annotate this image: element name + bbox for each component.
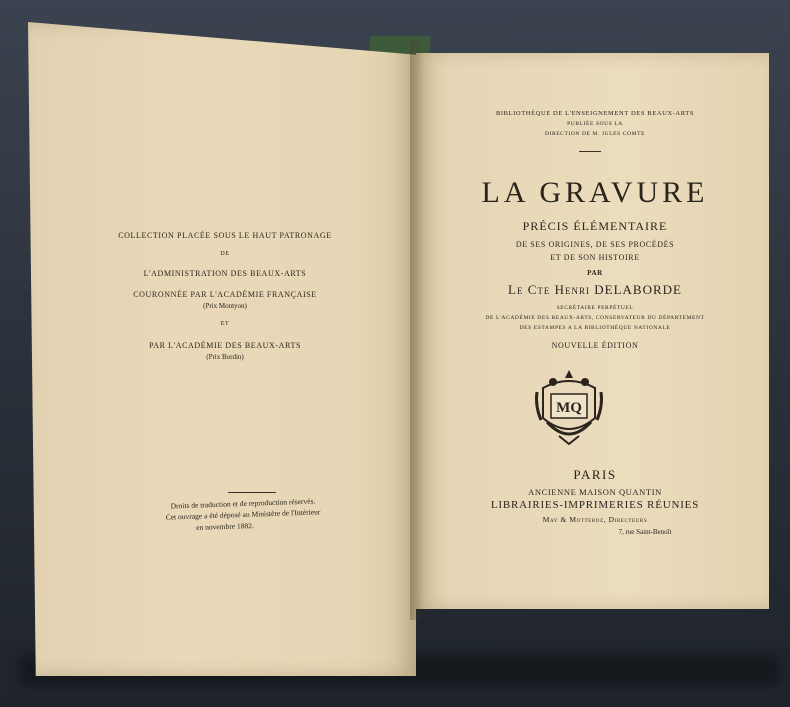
couronnee-line: COURONNÉE PAR L'ACADÉMIE FRANÇAISE: [133, 290, 317, 299]
emblem-monogram: MQ: [556, 400, 582, 416]
role-line1: SECRÉTAIRE PERPÉTUEL: [556, 305, 634, 311]
collection-line: COLLECTION PLACÉE SOUS LE HAUT PATRONAGE: [118, 231, 332, 240]
publisher-line2: LIBRAIRIES-IMPRIMERIES RÉUNIES: [490, 499, 700, 511]
book-subtitle: PRÉCIS ÉLÉMENTAIRE: [522, 219, 668, 233]
depose-line: Cet ouvrage a été déposé au Ministère de l'Intérieur: [165, 507, 321, 522]
droits-line: Droits de traduction et de reproduction réservés.: [170, 496, 316, 511]
role-line3: DES ESTAMPES A LA BIBLIOTHÈQUE NATIONALE: [519, 325, 671, 331]
academie-beaux-arts-line: PAR L'ACADÉMIE DES BEAUX-ARTS: [148, 341, 302, 350]
edition-line: NOUVELLE ÉDITION: [551, 341, 639, 350]
series-line1: BIBLIOTHÈQUE DE L'ENSEIGNEMENT DES BEAUX-ARTS: [495, 110, 695, 117]
address-line: 7, rue Saint-Benoît: [618, 528, 672, 536]
date-line: en novembre 1882.: [196, 520, 254, 533]
description-line2: ET DE SON HISTOIRE: [550, 253, 640, 262]
prix-montyon: (Prix Montyon): [203, 302, 247, 310]
book-title: LA GRAVURE: [481, 176, 709, 209]
administration-line: L'ADMINISTRATION DES BEAUX-ARTS: [143, 269, 307, 278]
role-line2: DE L'ACADÉMIE DES BEAUX-ARTS, CONSERVATEUR DU DÉPARTEMENT: [485, 315, 705, 321]
left-rule: [228, 492, 276, 493]
prix-bordin: (Prix Bordin): [206, 353, 244, 361]
city-line: PARIS: [573, 467, 617, 482]
description-line1: DE SES ORIGINES, DE SES PROCÉDÉS: [515, 240, 675, 249]
publisher-line3: May & Motteroz, Directeurs: [542, 515, 648, 524]
publisher-emblem: [533, 366, 605, 448]
series-line3: DIRECTION DE M. JULES COMTE: [544, 131, 646, 137]
author-name: Le Cte Henri DELABORDE: [508, 282, 682, 297]
de-line: DE: [220, 251, 230, 257]
et-line: ET: [220, 321, 230, 327]
series-line2: PUBLIÉE SOUS LA: [567, 121, 623, 127]
series-rule: [579, 151, 601, 152]
publisher-line1: ANCIENNE MAISON QUANTIN: [528, 487, 662, 497]
par-line: PAR: [587, 269, 603, 277]
